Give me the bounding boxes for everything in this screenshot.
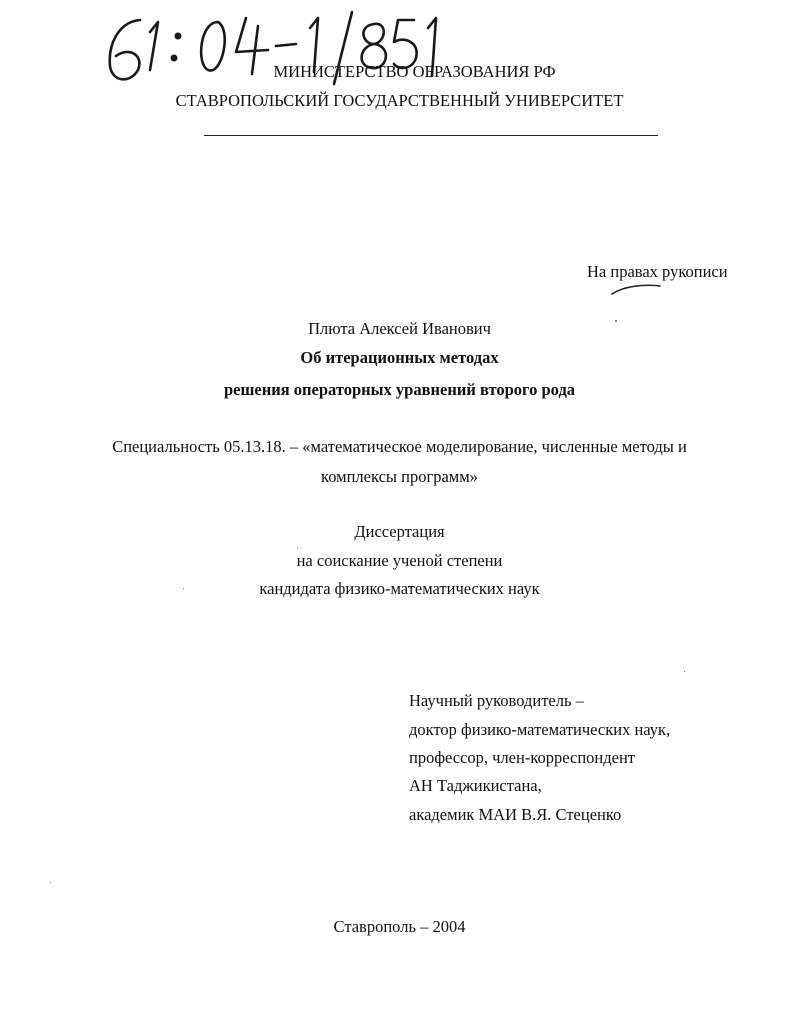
supervisor-line-3: профессор, член-корреспондент [409,748,635,767]
scan-speck [297,548,298,549]
rights-note: На правах рукописи [587,262,728,281]
city-year-footer: Ставрополь – 2004 [333,917,466,936]
scan-speck [615,320,617,322]
scan-speck [684,671,685,672]
supervisor-line-1: Научный руководитель – [409,691,584,710]
supervisor-line-5: академик МАИ В.Я. Стеценко [409,805,622,824]
scan-speck [183,588,184,589]
degree-line-3: кандидата физико-математических наук [259,579,540,598]
specialty-line-2: комплексы программ» [321,467,478,486]
degree-line-1: Диссертация [354,522,445,541]
supervisor-line-2: доктор физико-математических наук, [409,720,671,739]
supervisor-line-4: АН Таджикистана, [409,776,542,795]
ministry-heading: МИНИСТЕРСТВО ОБРАЗОВАНИЯ РФ [273,62,556,81]
dissertation-title-line-1: Об итерационных методах [300,348,499,367]
author-name: Плюта Алексей Иванович [308,319,491,338]
header-divider [204,135,658,136]
degree-line-2: на соискание ученой степени [296,551,503,570]
specialty-line-1: Специальность 05.13.18. – «математическое моделирование, численные методы и [112,437,687,456]
dissertation-title-line-2: решения операторных уравнений второго рода [223,380,576,399]
scan-speck [50,882,51,883]
university-heading: СТАВРОПОЛЬСКИЙ ГОСУДАРСТВЕННЫЙ УНИВЕРСИТЕТ [175,91,624,110]
pen-underline-mark [610,280,670,300]
